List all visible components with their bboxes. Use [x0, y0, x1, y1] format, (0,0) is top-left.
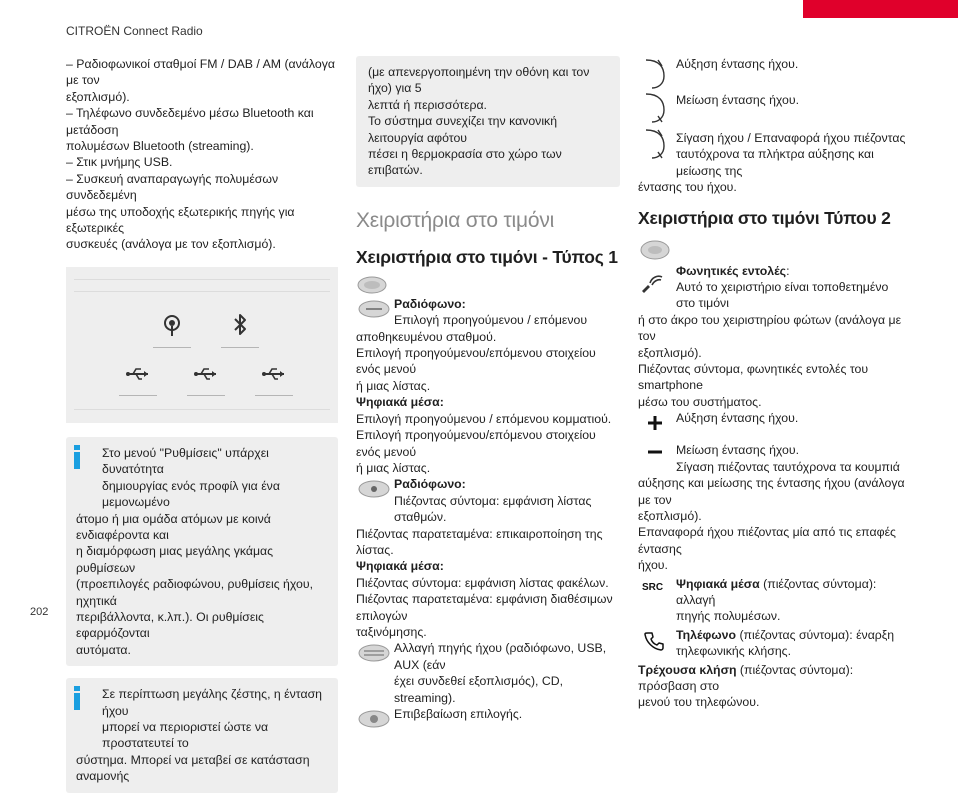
- text-line: έντασης του ήχου.: [638, 180, 737, 195]
- text-line: ήχου.: [638, 558, 668, 573]
- text-line: (πιέζοντας σύντομα): πρόσβαση στο: [638, 662, 854, 693]
- source-line: – Συσκευή αναπαραγωγής πολυμέσων συνδεδεμένη: [66, 171, 279, 203]
- bluetooth-icon: [226, 311, 254, 339]
- steering-switch-type2-icon: [638, 239, 672, 261]
- text-line: Αύξηση έντασης ήχου.: [676, 411, 799, 426]
- steering-control-type2: [638, 239, 908, 263]
- t2-volume-up-block: [638, 410, 908, 442]
- info-icon: [72, 445, 82, 469]
- source-change-block: [356, 640, 620, 706]
- source-line: μέσω της υποδοχής εξωτερικής πηγής για εξωτερικές: [66, 204, 295, 236]
- text-line: ή μιας λίστας.: [356, 460, 431, 475]
- steering-control-type1: [356, 274, 620, 296]
- label-phone: Τηλέφωνο: [676, 627, 737, 642]
- text-line: πηγής πολυμέσων.: [676, 609, 781, 624]
- info-line: (με απενεργοποιημένη την οθόνη και τον ήχο) για 5: [368, 65, 590, 96]
- media-src-block: [638, 576, 908, 625]
- column-1: [66, 56, 338, 793]
- thumbwheel-icon: [356, 298, 392, 320]
- text-line: ταυτόχρονα τα πλήκτρα αύξησης και μείωσης της: [676, 147, 874, 178]
- text-line: ταξινόμησης.: [356, 624, 427, 639]
- label-radio: Ραδιόφωνο:: [394, 477, 466, 492]
- thumbwheel-press-icon: [356, 478, 392, 500]
- text-line: Επιλογή προηγούμενου/επόμενου στοιχείου ενός μενού: [356, 428, 596, 459]
- section-title: Χειριστήρια στο τιμόνι: [356, 208, 555, 232]
- text-colon: :: [786, 263, 790, 278]
- info-line: λεπτά ή περισσότερα.: [368, 97, 487, 112]
- text-line: έχει συνδεθεί εξοπλισμός), CD, streaming).: [394, 674, 564, 705]
- text-line: μενού του τηλεφώνου.: [638, 695, 760, 710]
- text-line: (πιέζοντας σύντομα): έναρξη: [736, 627, 895, 642]
- info-box-continued: [356, 56, 620, 187]
- info-box-heat: [66, 678, 338, 792]
- text-line: Πιέζοντας παρατεταμένα: επικαιροποίηση της λίστας.: [356, 526, 603, 557]
- text-line: Επαναφορά ήχου πιέζοντας μία από τις επαφές έντασης: [638, 525, 896, 556]
- text-line: Πιέζοντας σύντομα, φωνητικές εντολές του smartphone: [638, 362, 869, 393]
- info-line: περιβάλλοντα, κ.λπ.). Οι ρυθμίσεις εφαρμόζονται: [76, 609, 264, 641]
- text-line: ή στο άκρο του χειριστηρίου φώτων (ανάλογα με τον: [638, 312, 902, 344]
- radio-icon: [158, 311, 186, 339]
- confirm-button-icon: [356, 708, 392, 730]
- info-line: Στο μενού "Ρυθμίσεις" υπάρχει δυνατότητα: [102, 445, 269, 477]
- volume-down-lever-icon: [638, 90, 670, 124]
- text-line: Επιλογή προηγούμενου / επόμενου: [394, 313, 588, 328]
- text-line: εξοπλισμό).: [638, 345, 702, 360]
- text-line: αύξησης και μείωσης της έντασης ήχου (ανάλογα με τον: [638, 476, 905, 507]
- voice-command-icon: [638, 267, 668, 293]
- phone-block: [638, 627, 908, 660]
- running-header: CITROËN Connect Radio: [66, 24, 203, 38]
- text-line: Πιέζοντας σύντομα: εμφάνιση λίστας φακέλων.: [356, 575, 609, 590]
- text-line: Επιλογή προηγούμενου/επόμενου στοιχείου ενός μενού: [356, 346, 596, 377]
- info-line: (προεπιλογές ραδιοφώνου, ρυθμίσεις ήχου, ηχητικά: [76, 577, 313, 608]
- text-line: Πιέζοντας παρατεταμένα: εμφάνιση διαθέσιμων επιλογών: [356, 592, 613, 623]
- text-line: Σίγαση πιέζοντας ταυτόχρονα τα κουμπιά: [676, 459, 900, 474]
- text-line: ή μιας λίστας.: [356, 378, 431, 393]
- confirm-block: [356, 706, 620, 722]
- minus-icon: [648, 450, 662, 454]
- radio-seek-block: [356, 296, 620, 476]
- info-line: πέσει η θερμοκρασία στο χώρο των επιβατών.: [368, 147, 562, 178]
- label-current-call: Τρέχουσα κλήση: [638, 662, 737, 677]
- voice-commands-block: [638, 263, 908, 411]
- info-line: σύστημα. Μπορεί να μεταβεί σε κατάσταση αναμονής: [76, 752, 310, 784]
- info-line: μπορεί να περιοριστεί ώστε να προστατευτεί το: [102, 719, 269, 751]
- column-3: [638, 56, 908, 711]
- info-icon: [72, 686, 82, 710]
- radio-list-block: [356, 476, 620, 640]
- label-digital-media: Ψηφιακά μέσα:: [356, 395, 444, 410]
- source-line: εξοπλισμό).: [66, 89, 130, 104]
- info-line: δημιουργίας ενός προφίλ για ένα μεμονωμένο: [102, 478, 280, 510]
- info-line: Σε περίπτωση μεγάλης ζέστης, η ένταση ήχου: [102, 687, 323, 718]
- label-digital-media: Ψηφιακά μέσα:: [356, 559, 444, 574]
- sources-screen-illustration: [66, 267, 338, 423]
- text-line: μέσω του συστήματος.: [638, 394, 762, 409]
- usb-icon: [192, 359, 220, 387]
- label-voice-commands: Φωνητικές εντολές: [676, 263, 787, 278]
- text-line: Πιέζοντας σύντομα: εμφάνιση λίστας σταθμών.: [394, 493, 592, 525]
- info-line: η διαμόρφωση μιας μεγάλης γκάμας ρυθμίσεων: [76, 544, 274, 575]
- info-box-profiles: [66, 437, 338, 666]
- source-line: – Ραδιοφωνικοί σταθμοί FM / DAB / AM (ανάλογα με τον: [66, 57, 335, 88]
- sources-list: [66, 56, 338, 253]
- info-line: αυτόματα.: [76, 642, 131, 657]
- source-line: – Στικ μνήμης USB.: [66, 155, 173, 170]
- info-line: Το σύστημα συνεχίζει την κανονική λειτουργία αφότου: [368, 114, 558, 145]
- label-media: Ψηφιακά μέσα: [676, 576, 760, 591]
- page-number: 202: [30, 606, 49, 618]
- source-line: συσκευές (ανάλογα με τον εξοπλισμό).: [66, 237, 276, 252]
- text-line: αποθηκευμένου σταθμού.: [356, 329, 497, 344]
- volume-down-block: [638, 90, 908, 126]
- text-line: τηλεφωνικής κλήσης.: [676, 644, 792, 659]
- mute-lever-icon: [638, 126, 670, 160]
- steering-switch-icon: [356, 274, 388, 296]
- volume-up-block: [638, 56, 908, 90]
- info-line: άτομο ή μια ομάδα ατόμων με κοινά ενδιαφέροντα και: [76, 511, 271, 542]
- t2-volume-down-block: [638, 442, 908, 573]
- src-badge: SRC: [642, 581, 664, 593]
- plus-icon: [648, 416, 662, 430]
- text-line: Μείωση έντασης ήχου.: [676, 443, 800, 458]
- text-line: Αλλαγή πηγής ήχου (ραδιόφωνο, USB, AUX (εάν: [394, 641, 607, 672]
- usb-icon: [124, 359, 152, 387]
- label-radio: Ραδιόφωνο:: [394, 296, 466, 311]
- column-2: [356, 56, 620, 722]
- usb-icon: [260, 359, 288, 387]
- volume-up-lever-icon: [638, 56, 670, 90]
- text-line: Αυτό το χειριστήριο είναι τοποθετημένο στο τιμόνι: [676, 280, 889, 311]
- text-line: Μείωση έντασης ήχου.: [676, 93, 800, 107]
- text-line: Αύξηση έντασης ήχου.: [676, 57, 799, 71]
- text-line: εξοπλισμό).: [638, 508, 702, 523]
- subsection-title-type2: Χειριστήρια στο τιμόνι Τύπου 2: [638, 207, 891, 228]
- current-call-block: [638, 662, 908, 711]
- text-line: Σίγαση ήχου / Επαναφορά ήχου πιέζοντας: [676, 131, 906, 145]
- source-line: πολυμέσων Bluetooth (streaming).: [66, 139, 254, 154]
- text-line: Επιβεβαίωση επιλογής.: [394, 707, 523, 721]
- phone-icon: [644, 631, 664, 651]
- source-button-icon: [356, 642, 392, 664]
- text-line: Επιλογή προηγούμενου / επόμενου κομματιού.: [356, 411, 612, 426]
- header-accent-bar: [803, 0, 958, 18]
- source-line: – Τηλέφωνο συνδεδεμένο μέσω Bluetooth και μετάδοση: [66, 106, 314, 137]
- text-line: (πιέζοντας σύντομα): αλλαγή: [676, 576, 877, 607]
- mute-block: [638, 126, 908, 196]
- subsection-title-type1: Χειριστήρια στο τιμόνι - Τύπος 1: [356, 246, 618, 267]
